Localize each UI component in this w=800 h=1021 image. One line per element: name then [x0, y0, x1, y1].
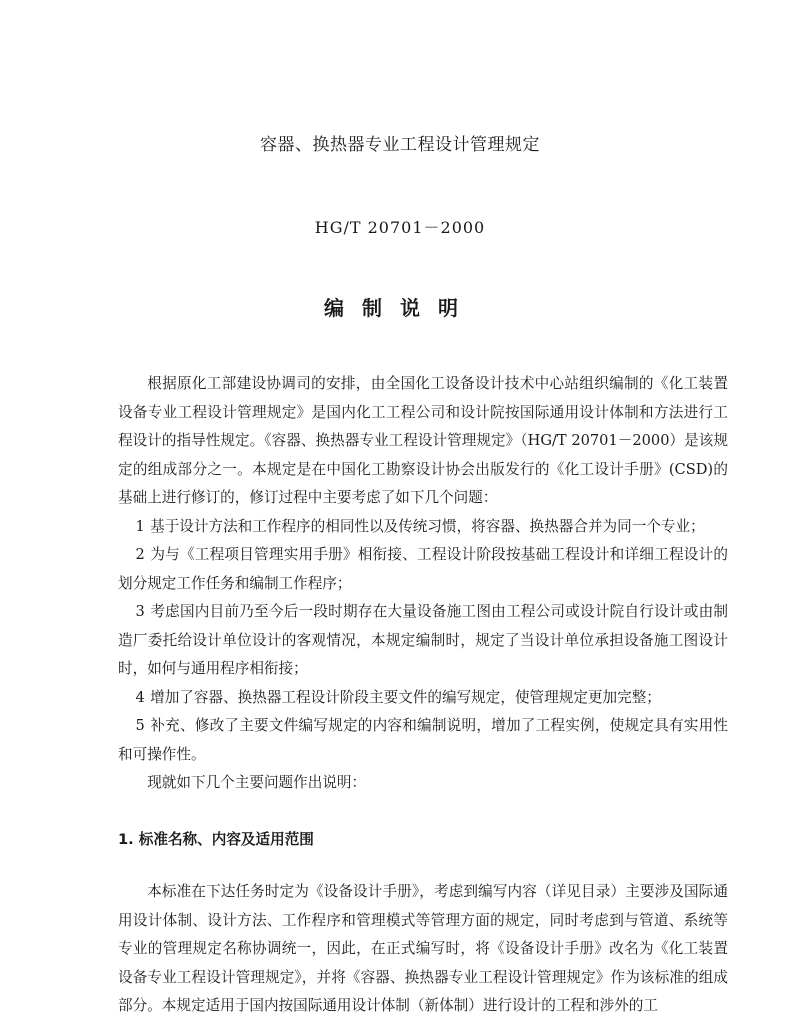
- standard-code: HG/T 20701－2000: [314, 218, 486, 237]
- list-item-text: 增加了容器、换热器工程设计阶段主要文件的编写规定，使管理规定更加完整；: [150, 688, 661, 706]
- list-item: [118, 598, 728, 684]
- list-item: [118, 513, 728, 542]
- document-title: 容器、换热器专业工程设计管理规定: [260, 135, 540, 155]
- list-item-number: 3: [135, 603, 145, 620]
- section-title: 编制说明: [324, 296, 476, 320]
- list-item-text: 补充、修改了主要文件编写规定的内容和编制说明，增加了工程实例，使规定具有实用性和可操作性。: [118, 717, 728, 763]
- list-item-text: 为与《工程项目管理实用手册》相衔接、工程设计阶段按基础工程设计和详细工程设计的划分规定工作任务和编制工作程序；: [118, 546, 728, 592]
- list-item-number: 1: [135, 517, 145, 535]
- list-item-text: 考虑国内目前乃至今后一段时期存在大量设备施工图由工程公司或设计院自行设计或由制造厂委托给设计单位设计的客观情况，本规定编制时，规定了当设计单位承担设备施工图设计时，如何与通用程序相衔接；: [118, 603, 728, 677]
- section1-block: [118, 878, 728, 1021]
- list-item-text: 基于设计方法和工作程序的相同性以及传统习惯，将容器、换热器合并为同一个专业；: [150, 517, 705, 535]
- intro-block: [118, 370, 728, 798]
- section1-paragraph: 本标准在下达任务时定为《设备设计手册》，考虑到编写内容（详见目录）主要涉及国际通用设计体制、设计方法、工作程序和管理模式等管理方面的规定，同时考虑到与管道、系统等专业的管理规定名称协调统一，因此，在正式编写时，将《设备设计手册》改名为《化工装置设备专业工程设计管理规定》，并将《容器、换热器专业工程设计管理规定》作为该标准的组成部分。本规定适用于国内按国际通用设计体制（新体制）进行设计的工程和涉外的工: [118, 883, 728, 1014]
- list-item-number: 4: [135, 688, 145, 706]
- list-item: [118, 684, 728, 713]
- list-item-number: 2: [135, 546, 145, 563]
- section-heading: 1. 标准名称、内容及适用范围: [118, 831, 314, 848]
- list-item: [118, 541, 728, 598]
- list-item: [118, 712, 728, 769]
- closing-paragraph: 现就如下几个主要问题作出说明：: [147, 774, 367, 791]
- list-item-number: 5: [135, 717, 145, 734]
- intro-paragraph: 根据原化工部建设协调司的安排，由全国化工设备设计技术中心站组织编制的《化工装置设备专业工程设计管理规定》是国内化工工程公司和设计院按国际通用设计体制和方法进行工程设计的指导性规定。《容器、换热器专业工程设计管理规定》（HG/T 20701－2000）是该规定的组成部分之一。本规定是在中国化工勘察设计协会出版发行的《化工设计手册》(CSD)的基础上进行修订的，修订过程中主要考虑了如下几个问题：: [118, 375, 728, 506]
